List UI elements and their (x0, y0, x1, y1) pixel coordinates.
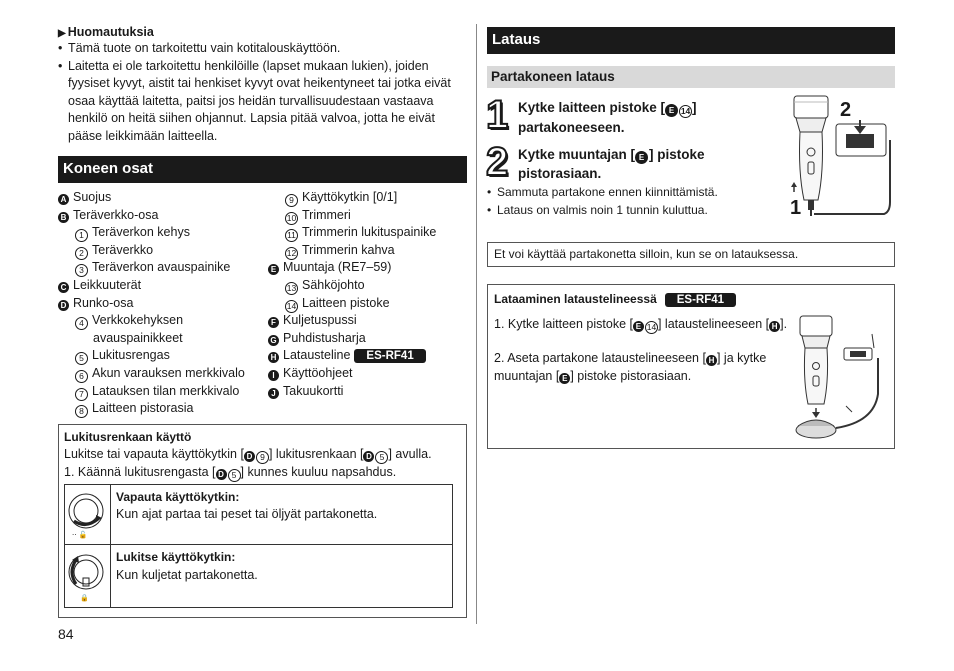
number-marker: 11 (285, 229, 298, 242)
model-badge: ES-RF41 (354, 349, 425, 363)
number-marker: 10 (286, 212, 297, 223)
letter-marker-d: D (363, 451, 374, 462)
part-item: 9 Käyttökytkin [0/1] (268, 189, 468, 207)
column-divider (476, 24, 477, 624)
step-number-2: 2 (486, 140, 509, 184)
step-number-1: 1 (486, 93, 509, 137)
notes-section (58, 25, 468, 145)
letter-marker-c: C (58, 282, 69, 293)
letter-marker-e: E (559, 373, 570, 384)
number-marker: 14 (646, 322, 657, 332)
lock-title: Lukitse käyttökytkin: (116, 550, 236, 564)
notes-list (58, 40, 468, 145)
figure-label-2: 2 (840, 99, 852, 121)
part-item: 2 Teräverkko (58, 242, 283, 260)
stand-step-2: 2. Aseta partakone lataustelineeseen [ H ] ja kytke muuntajan [ E ] pistoke pistorasiaan. (494, 351, 767, 383)
part-item: 11 Trimmerin lukituspainike (268, 224, 468, 242)
letter-marker-g: G (268, 335, 279, 346)
lock-text: Kun kuljetat partakonetta. (116, 568, 258, 582)
number-marker: 5 (75, 352, 88, 365)
charging-title-bar: Lataus (487, 27, 895, 54)
notes-item: • Tämä tuote on tarkoitettu vain kotitalouskäyttöön. (58, 40, 468, 58)
part-item: 3 Teräverkon avauspainike (58, 259, 283, 277)
part-item: 5 Lukitusrengas (58, 347, 283, 365)
charging-bullet: • Sammuta partakone ennen kiinnittämistä. (487, 183, 718, 201)
part-item: A Suojus (58, 189, 283, 207)
letter-marker-e: E (635, 151, 648, 164)
letter-marker-d: D (216, 469, 227, 480)
part-item: 7 Latauksen tilan merkkivalo (58, 383, 283, 401)
letter-marker-h: H (769, 321, 780, 332)
model-badge: ES-RF41 (665, 293, 736, 307)
parts-list-col2 (268, 189, 468, 400)
letter-marker-d: D (58, 300, 69, 311)
part-item: C Leikkuuterät (58, 277, 283, 295)
parts-list-col1 (58, 189, 283, 418)
part-item: 1 Teräverkon kehys (58, 224, 283, 242)
table-divider (110, 484, 111, 608)
letter-marker-e: E (268, 264, 279, 275)
release-title: Vapauta käyttökytkin: (116, 490, 240, 504)
part-item: 13 Sähköjohto (286, 277, 365, 293)
charging-bullet: • Lataus on valmis noin 1 tunnin kuluttua. (487, 201, 718, 219)
lock-ring-icon (66, 548, 106, 604)
number-marker: 5 (375, 451, 388, 464)
lock-ring-line2: 1. Käännä lukitusrengasta [ D 5 ] kunnes kuuluu napsahdus. (64, 465, 397, 480)
part-item: 8 Laitteen pistorasia (58, 400, 283, 418)
number-marker: 3 (75, 264, 88, 277)
charging-warning-box: Et voi käyttää partakonetta silloin, kun se on latauksessa. (487, 242, 895, 267)
number-marker: 4 (75, 317, 88, 330)
number-marker: 7 (75, 388, 88, 401)
release-text: Kun ajat partaa tai peset tai öljyät partakonetta. (116, 507, 378, 521)
part-item: 6 Akun varauksen merkkivalo (58, 365, 283, 383)
unlock-ring-icon (66, 489, 106, 541)
charging-stand-illustration (794, 314, 892, 446)
stand-step-1: 1. Kytke laitteen pistoke [ E 14 ] lataustelineeseen [ H ]. (494, 317, 788, 332)
part-item: D Runko-osa (58, 295, 283, 313)
letter-marker-a: A (58, 194, 69, 205)
number-marker: 12 (286, 247, 297, 258)
number-marker: 5 (228, 469, 241, 482)
number-marker: 9 (256, 451, 269, 464)
letter-marker-b: B (58, 212, 69, 223)
charging-subtitle-bar: Partakoneen lataus (487, 66, 895, 88)
table-divider (64, 544, 453, 545)
part-item: 14 Laitteen pistoke (286, 295, 390, 311)
notes-heading: ▶ Huomautuksia (58, 25, 154, 39)
lock-ring-title: Lukitusrenkaan käyttö (64, 430, 192, 444)
letter-marker-d: D (244, 451, 255, 462)
part-item: 4 Verkkokehyksen (58, 312, 283, 330)
part-item: F Kuljetuspussi (268, 312, 468, 330)
part-item: I Käyttöohjeet (268, 365, 468, 383)
number-marker: 14 (286, 300, 297, 311)
shaver-charging-illustration (784, 92, 896, 218)
notes-item: • Laitetta ei ole tarkoitettu henkilöille (lapset mukaan lukien), joiden fyysiset kyvyt, aistit tai henkiset kyvyt ovat heikentyneet tai jotka eivät osaa käyttää laitetta, paitsi jos heidän turvallisuudestaan vastaava henkilö on heitä siihen ohjannut. Lapsia pitää valvoa, jotta he eivät pääse leikkimään laitteella. (58, 58, 470, 146)
page-number: 84 (58, 626, 74, 642)
parts-title-bar: Koneen osat (58, 156, 467, 183)
letter-marker-i: I (268, 370, 279, 381)
part-item: G Puhdistusharja (268, 330, 468, 348)
number-marker: 8 (75, 405, 88, 418)
part-item-continuation: avauspainikkeet (93, 330, 183, 345)
svg-text:·· 🔓: ·· 🔓 (72, 531, 88, 539)
number-marker: 13 (286, 282, 297, 293)
letter-marker-j: J (268, 388, 279, 399)
figure-label-1: 1 (790, 197, 802, 218)
number-marker: 14 (680, 106, 691, 116)
letter-marker-e: E (633, 321, 644, 332)
lock-ring-line1: Lukitse tai vapauta käyttökytkin [ D 9 ] lukitusrenkaan [ D 5 ] avulla. (64, 447, 432, 462)
letter-marker-f: F (268, 317, 279, 328)
number-marker: 6 (75, 370, 88, 383)
triangle-icon: ▶ (58, 28, 66, 39)
stand-title: Lataaminen lataustelineessä ES-RF41 (494, 292, 736, 307)
number-marker: 9 (285, 194, 298, 207)
step-2-text: Kytke muuntajan [ E ] pistoke pistorasiaan. (518, 147, 705, 181)
number-marker: 2 (75, 247, 88, 260)
charging-bullets (487, 183, 718, 219)
part-item: 10 Trimmeri (286, 207, 351, 223)
letter-marker-e: E (665, 104, 678, 117)
part-item: 12 Trimmerin kahva (286, 242, 395, 258)
number-marker: 1 (75, 229, 88, 242)
letter-marker-h: H (268, 352, 279, 363)
part-item: B Teräverkko-osa (58, 207, 283, 225)
part-item: H Latausteline ES-RF41 (268, 347, 468, 365)
svg-text:🔒: 🔒 (80, 594, 89, 602)
letter-marker-h: H (706, 355, 717, 366)
part-item: J Takuukortti (268, 383, 468, 401)
part-item: E Muuntaja (RE7–59) (268, 259, 468, 277)
step-1-text: Kytke laitteen pistoke [ E 14 ] partakoneeseen. (518, 100, 697, 135)
